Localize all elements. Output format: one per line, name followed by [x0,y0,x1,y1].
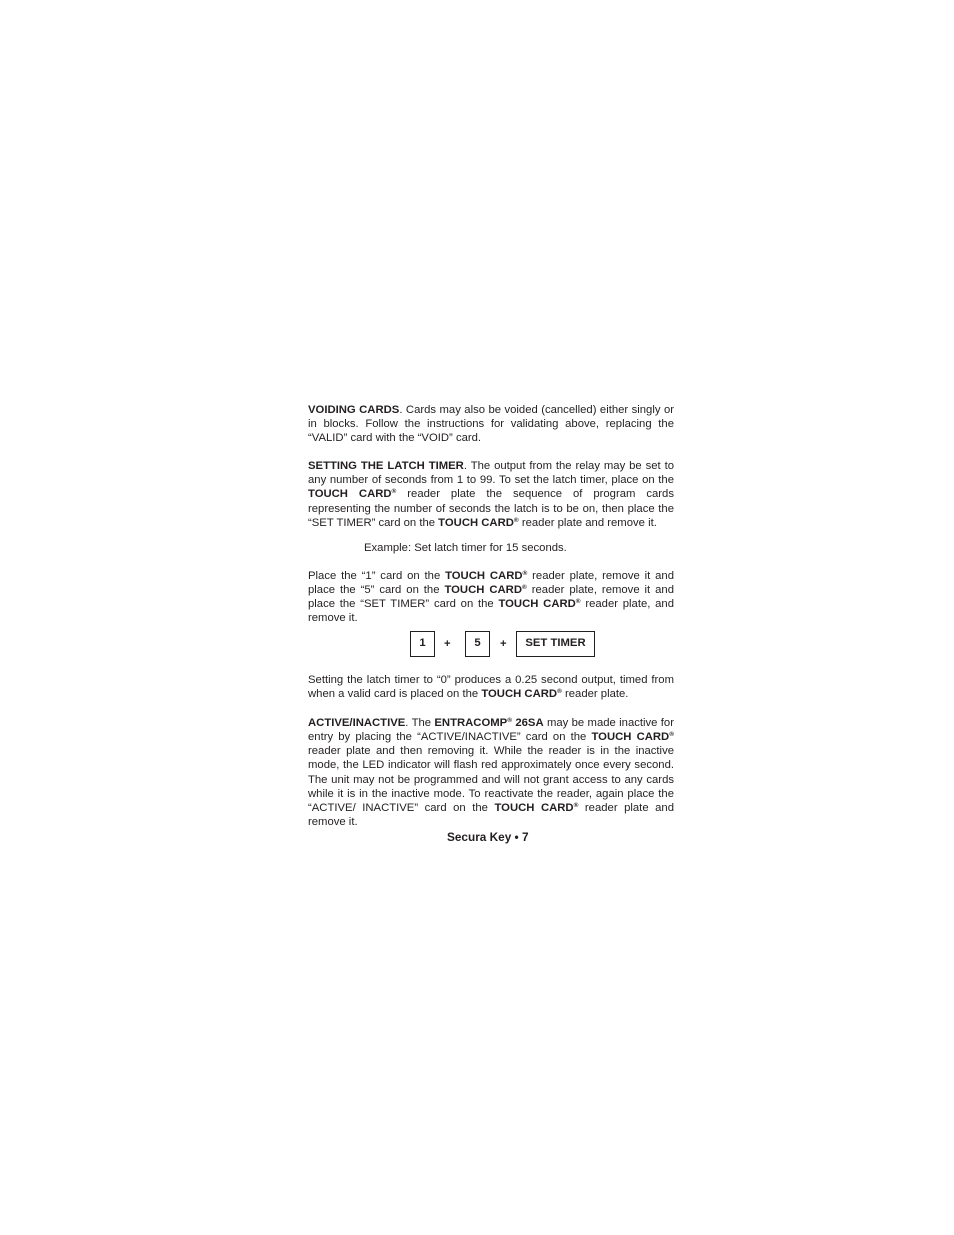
plus-sign: + [500,638,507,650]
plus-sign: + [444,638,451,650]
zero-paragraph: Setting the latch timer to “0” produces a 0.25 second output, timed from when a valid card is placed on the TOUCH CARD® reader plate. [308,674,674,701]
voiding-cards-paragraph: VOIDING CARDS. Cards may also be voided (cancelled) either singly or in blocks. Follow the instructions for validating above, replacing the “VALID” card with the “VOID” card. [308,404,674,445]
zero-block [308,673,674,829]
card-box-1: 1 [410,631,435,657]
place-block [308,569,674,625]
page-content [308,403,674,530]
active-inactive-heading: ACTIVE/INACTIVE [308,717,406,730]
card-box-5: 5 [465,631,490,657]
latch-timer-paragraph: SETTING THE LATCH TIMER. The output from the relay may be set to any number of seconds from 1 to 99. To set the latch timer, place on the TOUCH CARD® reader plate the sequence of program cards representing the number of seconds the latch is to be on, then place the “SET TIMER” card on the TOUCH CARD® reader plate and remove it. [308,460,675,529]
card-box-set-timer: SET TIMER [516,631,595,657]
place-paragraph: Place the “1” card on the TOUCH CARD® reader plate, remove it and place the “5” card on the TOUCH CARD® reader plate, remove it and place the “SET TIMER” card on the TOUCH CARD® reader plate, and remove it. [308,570,674,625]
example-line: Example: Set latch timer for 15 seconds. [364,542,567,554]
page-footer: Secura Key • 7 [447,830,529,844]
voiding-cards-heading: VOIDING CARDS [308,404,400,416]
active-inactive-paragraph: ACTIVE/INACTIVE. The ENTRACOMP® 26SA may be made inactive for entry by placing the “ACTIVE/INACTIVE” card on the TOUCH CARD® reader plate and then removing it. While the reader is in the inactive mode, the LED indicator will flash red approximately once every second. The unit may not be programmed and will not grant access to any cards while it is in the inactive mode. To reactivate the reader, again place the “ACTIVE/ INACTIVE” card on the TOUCH CARD® reader plate and remove it. [308,717,674,828]
latch-timer-heading: SETTING THE LATCH TIMER [308,460,464,473]
